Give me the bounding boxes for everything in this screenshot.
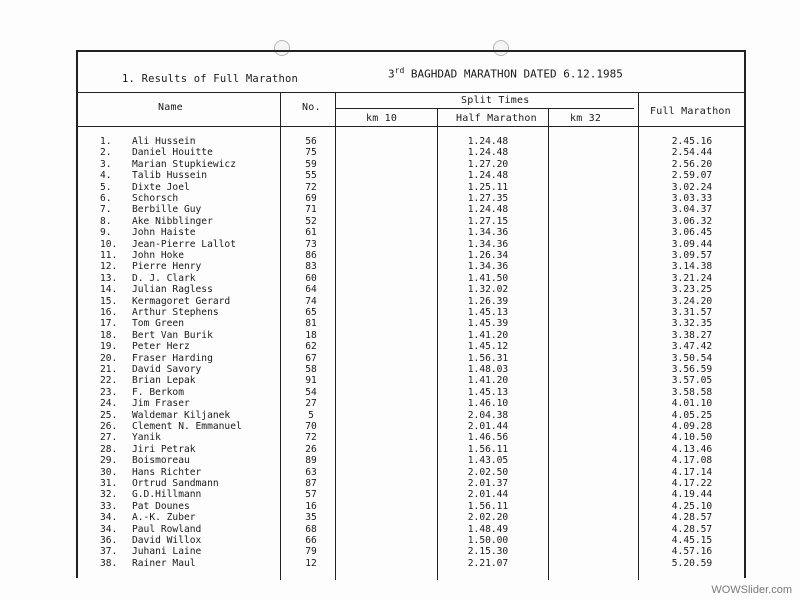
half-marathon-time: 1.24.48	[467, 204, 509, 216]
runner-name: F. Berkom	[132, 386, 184, 398]
half-marathon-time: 2.01.44	[467, 421, 509, 432]
table-row	[78, 467, 748, 478]
bib-number: 54	[305, 386, 317, 398]
full-marathon-time: 3.04.37	[671, 204, 713, 216]
position: 5.	[100, 181, 112, 193]
position: 31.	[100, 478, 118, 489]
bib-number: 35	[305, 512, 317, 524]
position: 36.	[100, 535, 118, 546]
table-row	[78, 501, 748, 512]
table-row	[78, 296, 748, 307]
position: 30.	[100, 466, 118, 478]
half-marathon-time: 1.24.48	[467, 147, 509, 159]
half-marathon-time: 1.43.05	[467, 455, 509, 467]
full-marathon-time: 4.05.25	[671, 409, 713, 421]
position: 29.	[100, 455, 118, 467]
divider	[335, 108, 634, 109]
runner-name: Kermagoret Gerard	[132, 295, 231, 307]
half-marathon-time: 1.34.36	[467, 261, 509, 273]
full-marathon-time: 5.20.59	[671, 557, 713, 569]
table-row	[78, 535, 748, 546]
table-row	[78, 455, 748, 466]
position: 12.	[100, 261, 118, 273]
half-marathon-time: 2.15.30	[467, 546, 509, 558]
full-marathon-time: 4.17.08	[671, 455, 713, 467]
table-row	[78, 558, 748, 569]
divider	[78, 126, 744, 127]
title-text: BAGHDAD MARATHON DATED 6.12.1985	[404, 67, 623, 81]
position: 25.	[100, 409, 118, 421]
bib-number: 75	[305, 147, 317, 159]
position: 20.	[100, 352, 118, 364]
full-marathon-time: 4.17.22	[671, 478, 713, 489]
half-marathon-time: 1.48.49	[467, 523, 509, 535]
bib-number: 89	[305, 455, 317, 467]
position: 11.	[100, 250, 118, 261]
table-row	[78, 375, 748, 386]
bib-number: 16	[305, 500, 317, 512]
runner-name: Pat Dounes	[132, 500, 190, 512]
table-row	[78, 546, 748, 557]
position: 16.	[100, 307, 118, 318]
half-marathon-time: 1.32.02	[467, 284, 509, 296]
position: 24.	[100, 398, 118, 410]
table-row	[78, 227, 748, 238]
full-marathon-time: 3.31.57	[671, 307, 713, 318]
full-marathon-time: 4.19.44	[671, 489, 713, 501]
position: 13.	[100, 272, 118, 284]
table-row	[78, 239, 748, 250]
table-row	[78, 284, 748, 295]
position: 34.	[100, 523, 118, 535]
position: 26.	[100, 421, 118, 432]
bib-number: 62	[305, 341, 317, 353]
bib-number: 26	[305, 443, 317, 455]
position: 14.	[100, 284, 118, 296]
position: 34.	[100, 512, 118, 524]
runner-name: Juhani Laine	[132, 546, 202, 558]
runner-name: Jim Fraser	[132, 398, 190, 410]
full-marathon-time: 3.32.35	[671, 318, 713, 330]
position: 28.	[100, 443, 118, 455]
full-marathon-time: 3.47.42	[671, 341, 713, 353]
full-marathon-time: 3.21.24	[671, 272, 713, 284]
bib-number: 12	[305, 557, 317, 569]
bib-number: 66	[305, 535, 317, 546]
full-marathon-time: 3.09.57	[671, 250, 713, 261]
full-marathon-time: 3.56.59	[671, 364, 713, 375]
section-heading: 1. Results of Full Marathon	[122, 73, 299, 85]
half-marathon-time: 1.56.11	[467, 500, 509, 512]
half-marathon-time: 1.26.39	[467, 295, 509, 307]
runner-name: Talib Hussein	[132, 170, 208, 182]
full-marathon-time: 4.17.14	[671, 466, 713, 478]
runner-name: A.-K. Zuber	[132, 512, 196, 524]
full-marathon-time: 2.54.44	[671, 147, 713, 159]
half-marathon-time: 1.24.48	[467, 136, 509, 147]
runner-name: John Hoke	[132, 250, 184, 261]
full-marathon-time: 4.28.57	[671, 512, 713, 524]
half-marathon-time: 2.01.37	[467, 478, 509, 489]
position: 8.	[100, 215, 112, 227]
runner-name: Pierre Henry	[132, 261, 202, 273]
position: 17.	[100, 318, 118, 330]
full-marathon-time: 3.14.38	[671, 261, 713, 273]
runner-name: Marian Stupkiewicz	[132, 158, 236, 170]
full-marathon-time: 4.13.46	[671, 443, 713, 455]
runner-name: David Willox	[132, 535, 202, 546]
half-marathon-time: 1.56.31	[467, 352, 509, 364]
bib-number: 73	[305, 238, 317, 250]
half-marathon-time: 1.46.10	[467, 398, 509, 410]
half-marathon-time: 1.27.15	[467, 215, 509, 227]
table-row	[78, 182, 748, 193]
table-row	[78, 410, 748, 421]
half-marathon-time: 2.04.38	[467, 409, 509, 421]
runner-name: Hans Richter	[132, 466, 202, 478]
table-row	[78, 204, 748, 215]
half-marathon-time: 2.21.07	[467, 557, 509, 569]
table-row	[78, 136, 748, 147]
full-marathon-time: 3.06.45	[671, 227, 713, 239]
table-row	[78, 307, 748, 318]
runner-name: Peter Herz	[132, 341, 190, 353]
runner-name: John Haiste	[132, 227, 196, 239]
runner-name: Dixte Joel	[132, 181, 190, 193]
table-row	[78, 421, 748, 432]
full-marathon-time: 3.23.25	[671, 284, 713, 296]
table-row	[78, 250, 748, 261]
table-row	[78, 512, 748, 523]
full-marathon-time: 3.58.58	[671, 386, 713, 398]
position: 19.	[100, 341, 118, 353]
position: 1.	[100, 136, 112, 147]
header-name: Name	[158, 102, 183, 113]
bib-number: 71	[305, 204, 317, 216]
bib-number: 18	[305, 329, 317, 341]
half-marathon-time: 1.34.36	[467, 227, 509, 239]
table-row	[78, 387, 748, 398]
watermark: WOWSlider.com	[711, 584, 792, 596]
table-row	[78, 432, 748, 443]
full-marathon-time: 3.24.20	[671, 295, 713, 307]
position: 6.	[100, 193, 112, 204]
bib-number: 68	[305, 523, 317, 535]
runner-name: Bert Van Burik	[132, 329, 213, 341]
half-marathon-time: 1.50.00	[467, 535, 509, 546]
full-marathon-time: 4.25.10	[671, 500, 713, 512]
position: 38.	[100, 557, 118, 569]
runner-name: Paul Rowland	[132, 523, 202, 535]
title-ordinal: 3	[388, 67, 395, 81]
full-marathon-time: 3.02.24	[671, 181, 713, 193]
runner-name: Rainer Maul	[132, 557, 196, 569]
position: 23.	[100, 386, 118, 398]
table-row	[78, 273, 748, 284]
header-full: Full Marathon	[650, 106, 731, 117]
results-table	[76, 50, 746, 578]
position: 2.	[100, 147, 112, 159]
position: 33.	[100, 500, 118, 512]
position: 32.	[100, 489, 118, 501]
position: 18.	[100, 329, 118, 341]
half-marathon-time: 1.56.11	[467, 443, 509, 455]
position: 15.	[100, 295, 118, 307]
table-row	[78, 524, 748, 535]
full-marathon-time: 3.06.32	[671, 215, 713, 227]
bib-number: 81	[305, 318, 317, 330]
header-km10: km 10	[366, 113, 398, 124]
half-marathon-time: 1.46.56	[467, 432, 509, 444]
full-marathon-time: 2.59.07	[671, 170, 713, 182]
bib-number: 91	[305, 375, 317, 387]
divider	[78, 92, 744, 93]
runner-name: Schorsch	[132, 193, 179, 204]
position: 37.	[100, 546, 118, 558]
bib-number: 69	[305, 193, 317, 204]
half-marathon-time: 1.48.03	[467, 364, 509, 375]
half-marathon-time: 1.45.12	[467, 341, 509, 353]
table-row	[78, 398, 748, 409]
header-split-times: Split Times	[461, 95, 530, 106]
runner-name: Arthur Stephens	[132, 307, 219, 318]
position: 4.	[100, 170, 112, 182]
table-row	[78, 159, 748, 170]
position: 21.	[100, 364, 118, 375]
full-marathon-time: 2.45.16	[671, 136, 713, 147]
bib-number: 74	[305, 295, 317, 307]
table-row	[78, 444, 748, 455]
bib-number: 55	[305, 170, 317, 182]
header-half: Half Marathon	[456, 113, 537, 124]
full-marathon-time: 3.38.27	[671, 329, 713, 341]
bib-number: 59	[305, 158, 317, 170]
full-marathon-time: 2.56.20	[671, 158, 713, 170]
position: 3.	[100, 158, 112, 170]
table-row	[78, 364, 748, 375]
full-marathon-time: 4.45.15	[671, 535, 713, 546]
page-title	[388, 66, 623, 81]
runner-name: Ake Nibblinger	[132, 215, 213, 227]
runner-name: Clement N. Emmanuel	[132, 421, 242, 432]
header-km32: km 32	[570, 113, 602, 124]
full-marathon-time: 3.03.33	[671, 193, 713, 204]
half-marathon-time: 1.25.11	[467, 181, 509, 193]
half-marathon-time: 2.02.20	[467, 512, 509, 524]
runner-name: Ali Hussein	[132, 136, 196, 147]
full-marathon-time: 4.10.50	[671, 432, 713, 444]
runner-name: Daniel Houitte	[132, 147, 213, 159]
table-row	[78, 193, 748, 204]
position: 10.	[100, 238, 118, 250]
table-row	[78, 353, 748, 364]
title-superscript: rd	[394, 66, 405, 75]
table-row	[78, 478, 748, 489]
bib-number: 64	[305, 284, 317, 296]
bib-number: 87	[305, 478, 317, 489]
full-marathon-time: 3.09.44	[671, 238, 713, 250]
table-row	[78, 147, 748, 158]
half-marathon-time: 1.27.20	[467, 158, 509, 170]
half-marathon-time: 1.27.35	[467, 193, 509, 204]
bib-number: 72	[305, 181, 317, 193]
runner-name: Fraser Harding	[132, 352, 213, 364]
full-marathon-time: 3.50.54	[671, 352, 713, 364]
half-marathon-time: 1.24.48	[467, 170, 509, 182]
table-row	[78, 330, 748, 341]
bib-number: 70	[305, 421, 317, 432]
bib-number: 79	[305, 546, 317, 558]
half-marathon-time: 1.45.13	[467, 307, 509, 318]
bib-number: 86	[305, 250, 317, 261]
runner-name: Yanik	[132, 432, 161, 444]
bib-number: 60	[305, 272, 317, 284]
bib-number: 5	[308, 409, 314, 421]
runner-name: Boismoreau	[132, 455, 190, 467]
runner-name: D. J. Clark	[132, 272, 196, 284]
bib-number: 58	[305, 364, 317, 375]
half-marathon-time: 1.26.34	[467, 250, 509, 261]
runner-name: David Savory	[132, 364, 202, 375]
header-no: No.	[302, 102, 321, 113]
position: 27.	[100, 432, 118, 444]
half-marathon-time: 1.45.39	[467, 318, 509, 330]
half-marathon-time: 2.02.50	[467, 466, 509, 478]
bib-number: 57	[305, 489, 317, 501]
bib-number: 67	[305, 352, 317, 364]
bib-number: 61	[305, 227, 317, 239]
runner-name: Julian Ragless	[132, 284, 213, 296]
table-row	[78, 170, 748, 181]
bib-number: 52	[305, 215, 317, 227]
table-row	[78, 489, 748, 500]
half-marathon-time: 2.01.44	[467, 489, 509, 501]
full-marathon-time: 4.01.10	[671, 398, 713, 410]
full-marathon-time: 4.57.16	[671, 546, 713, 558]
table-row	[78, 216, 748, 227]
bib-number: 65	[305, 307, 317, 318]
full-marathon-time: 3.57.05	[671, 375, 713, 387]
runner-name: Jiri Petrak	[132, 443, 196, 455]
runner-name: Berbille Guy	[132, 204, 202, 216]
bib-number: 72	[305, 432, 317, 444]
half-marathon-time: 1.41.50	[467, 272, 509, 284]
full-marathon-time: 4.09.28	[671, 421, 713, 432]
half-marathon-time: 1.34.36	[467, 238, 509, 250]
half-marathon-time: 1.41.20	[467, 375, 509, 387]
runner-name: Brian Lepak	[132, 375, 196, 387]
position: 7.	[100, 204, 112, 216]
half-marathon-time: 1.45.13	[467, 386, 509, 398]
runner-name: Jean-Pierre Lallot	[132, 238, 236, 250]
position: 9.	[100, 227, 112, 239]
bib-number: 27	[305, 398, 317, 410]
half-marathon-time: 1.41.20	[467, 329, 509, 341]
position: 22.	[100, 375, 118, 387]
runner-name: Tom Green	[132, 318, 184, 330]
bib-number: 56	[305, 136, 317, 147]
runner-name: G.D.Hillmann	[132, 489, 202, 501]
runner-name: Waldemar Kiljanek	[132, 409, 231, 421]
table-row	[78, 261, 748, 272]
table-row	[78, 341, 748, 352]
runner-name: Ortrud Sandmann	[132, 478, 219, 489]
bib-number: 83	[305, 261, 317, 273]
bib-number: 63	[305, 466, 317, 478]
table-row	[78, 318, 748, 329]
full-marathon-time: 4.28.57	[671, 523, 713, 535]
